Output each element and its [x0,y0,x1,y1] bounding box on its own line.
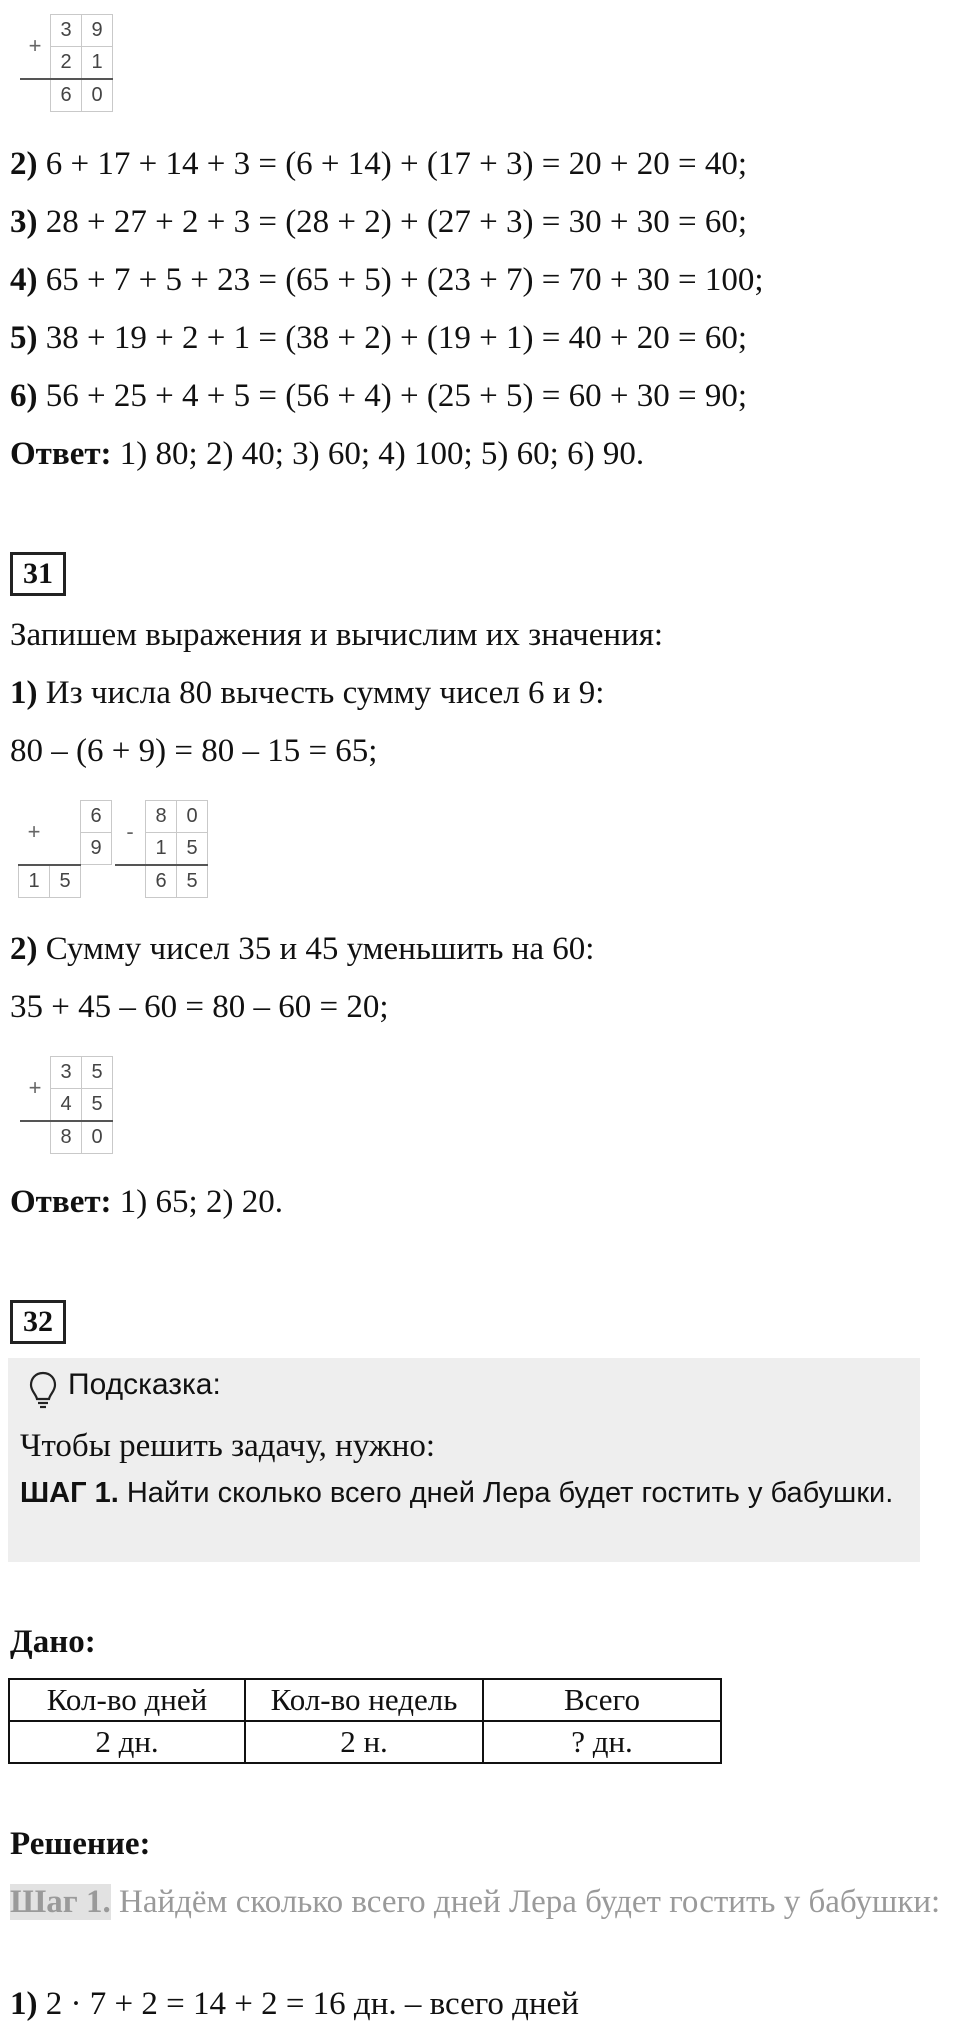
digit: 9 [82,15,113,47]
digit: 0 [177,801,208,833]
hint-title: Подсказка: [68,1368,221,1401]
solution-label: Решение: [10,1826,151,1862]
digit: 3 [51,1057,82,1089]
hint-line: Чтобы решить задачу, нужно: [20,1428,436,1464]
digit: 6 [51,79,82,112]
task-31-part-2: 2) Сумму чисел 35 и 45 уменьшить на 60: [10,931,595,967]
task-31-part-1: 1) Из числа 80 вычесть сумму чисел 6 и 9: [10,675,605,711]
answer-31: Ответ: 1) 65; 2) 20. [10,1184,283,1220]
task-31-intro: Запишем выражения и вычислим их значения: [10,617,664,653]
answer-30: Ответ: 1) 80; 2) 40; 3) 60; 4) 100; 5) 60; 6) 90. [10,436,645,472]
minus-sign: - [126,819,134,845]
table-cell: 2 н. [245,1721,483,1763]
digit: 0 [82,79,113,112]
digit: 6 [81,801,112,833]
equation-2: 2) 6 + 17 + 14 + 3 = (6 + 14) + (17 + 3) = 20 + 20 = 40; [10,146,747,182]
plus-sign: + [28,1075,42,1101]
digit: 1 [82,47,113,80]
solution-step-1: Шаг 1. Найдём сколько всего дней Лера будет гостить у бабушки: [10,1884,941,1920]
task-number-32: 32 [10,1300,66,1344]
digit: 5 [177,833,208,866]
table-header: Кол-во дней [9,1679,245,1721]
digit: 0 [82,1121,113,1154]
table-header: Всего [483,1679,721,1721]
digit: 6 [146,865,177,898]
plus-sign: + [28,33,42,59]
table-cell: 2 дн. [9,1721,245,1763]
equation-4: 4) 65 + 7 + 5 + 23 = (65 + 5) + (23 + 7) = 70 + 30 = 100; [10,262,764,298]
digit: 5 [82,1057,113,1089]
given-label: Дано: [10,1624,96,1660]
plus-sign: + [27,819,41,844]
digit: 3 [51,15,82,47]
digit: 1 [146,833,177,866]
table-header: Кол-во недель [245,1679,483,1721]
table-cell: ? дн. [483,1721,721,1763]
digit: 9 [81,833,112,865]
solution-line-1: 1) 2 · 7 + 2 = 14 + 2 = 16 дн. – всего дней [10,1986,579,2022]
task-31-expr-2: 35 + 45 – 60 = 80 – 60 = 20; [10,989,389,1025]
column-addition-grid [20,14,113,112]
digit: 8 [51,1121,82,1154]
digit: 4 [51,1089,82,1122]
equation-3: 3) 28 + 27 + 2 + 3 = (28 + 2) + (27 + 3) = 30 + 30 = 60; [10,204,747,240]
given-table [8,1678,722,1764]
lightbulb-icon [28,1370,58,1410]
digit: 5 [50,865,81,898]
column-subtraction-grid [115,800,208,898]
digit: 2 [51,47,82,80]
equation-5: 5) 38 + 19 + 2 + 1 = (38 + 2) + (19 + 1) = 40 + 20 = 60; [10,320,747,356]
hint-box [8,1358,920,1562]
digit: 5 [82,1089,113,1122]
digit: 5 [177,865,208,898]
hint-step: ШАГ 1. Найти сколько всего дней Лера будет гостить у бабушки. [20,1477,894,1509]
task-31-expr-1: 80 – (6 + 9) = 80 – 15 = 65; [10,733,378,769]
column-addition-grid [20,1056,113,1154]
digit: 8 [146,801,177,833]
task-number-31: 31 [10,552,66,596]
digit: 1 [19,865,50,898]
equation-6: 6) 56 + 25 + 4 + 5 = (56 + 4) + (25 + 5) = 60 + 30 = 90; [10,378,747,414]
column-addition-grid [18,800,112,898]
